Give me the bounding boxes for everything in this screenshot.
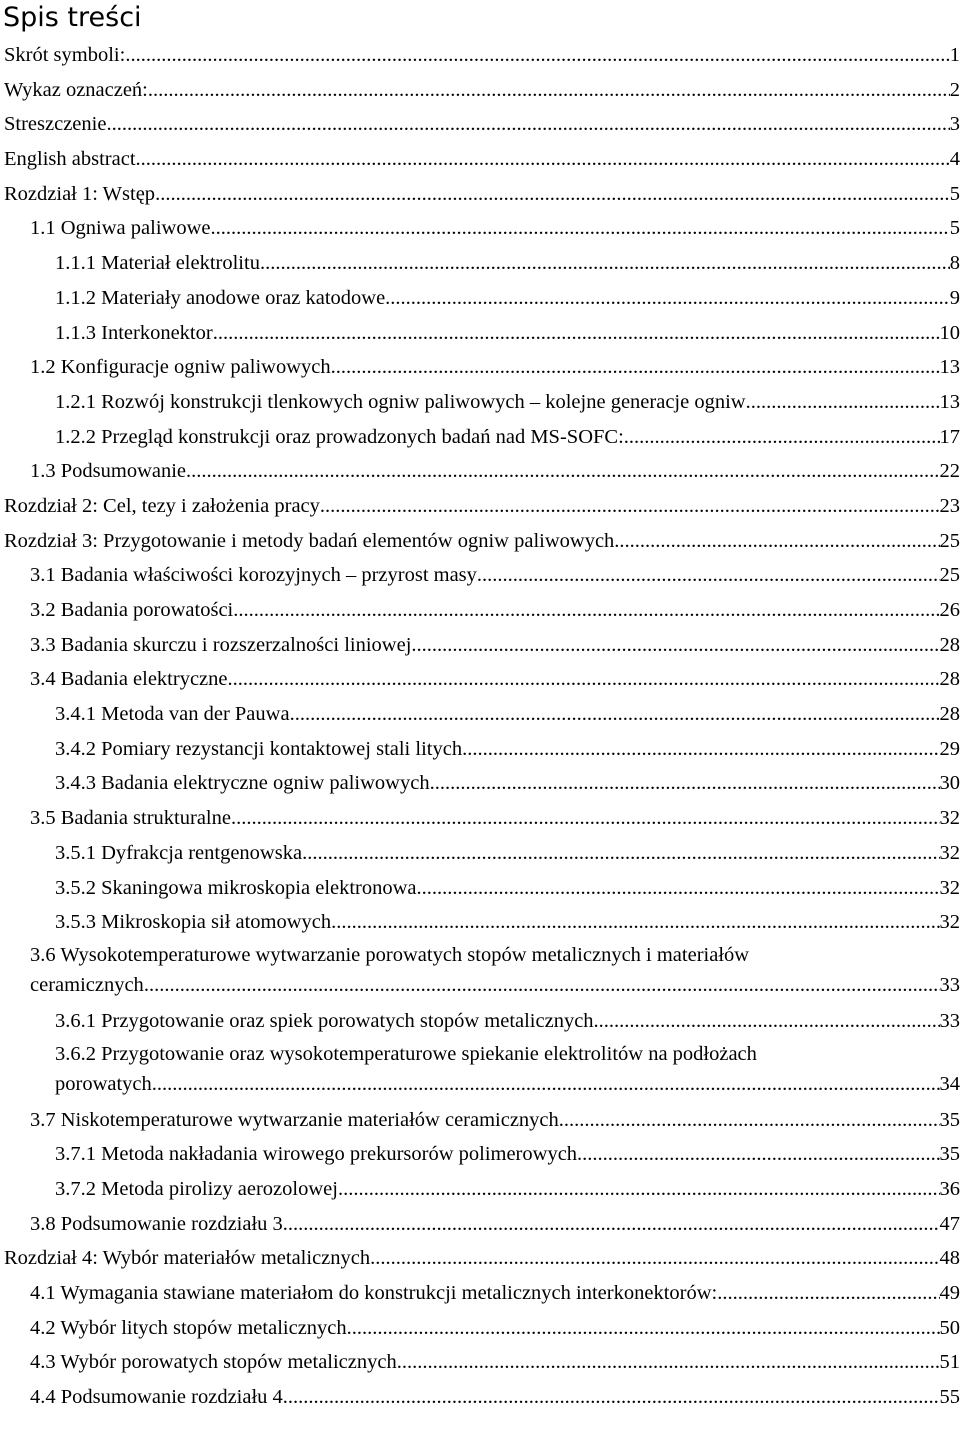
toc-page-number: 22 [939, 460, 960, 483]
toc-entry[interactable] [4, 73, 960, 108]
toc-entry[interactable] [55, 1004, 960, 1039]
toc-entry[interactable] [30, 593, 960, 628]
toc-page-number: 25 [939, 564, 960, 587]
toc-page-number: 35 [939, 1143, 960, 1166]
toc-page-number: 51 [939, 1351, 960, 1374]
toc-leader-dots [231, 801, 940, 836]
toc-entry[interactable] [30, 454, 960, 489]
toc-entry-label: 4.2 Wybór litych stopów metalicznych [30, 1316, 347, 1339]
toc-page-number: 50 [939, 1316, 960, 1339]
toc-entry-label: 3.5.1 Dyfrakcja rentgenowska [55, 841, 303, 864]
toc-entry[interactable] [4, 489, 960, 524]
toc-entry[interactable] [4, 177, 960, 212]
toc-page-number: 17 [939, 425, 960, 448]
table-of-contents [0, 38, 960, 1415]
toc-page-number: 13 [939, 390, 960, 413]
toc-page-number: 28 [939, 703, 960, 726]
toc-entry-label: 1.3 Podsumowanie [30, 460, 187, 483]
toc-entry[interactable] [55, 1137, 960, 1172]
toc-leader-dots [233, 593, 939, 628]
toc-leader-dots [477, 558, 940, 593]
toc-page-number: 26 [939, 599, 960, 621]
toc-leader-dots [320, 489, 940, 524]
toc-entry[interactable] [30, 801, 960, 836]
toc-page-number: 36 [939, 1177, 960, 1200]
toc-leader-dots [290, 697, 940, 732]
toc-entry[interactable] [30, 1207, 960, 1242]
toc-entry[interactable] [30, 1380, 960, 1415]
toc-entry[interactable] [30, 558, 960, 593]
toc-entry[interactable] [55, 281, 960, 316]
toc-entry-label: 3.4.2 Pomiary rezystancji kontaktowej stali litych [55, 737, 463, 760]
toc-leader-dots [370, 1241, 939, 1276]
toc-leader-dots [430, 766, 940, 801]
toc-leader-dots [594, 1004, 940, 1039]
toc-entry-label: 3.6 Wysokotemperaturowe wytwarzanie porowatych stopów metalicznych i materiałów [30, 943, 750, 966]
toc-page-number: 13 [939, 356, 960, 379]
toc-entry[interactable] [30, 1311, 960, 1346]
toc-entry[interactable] [55, 420, 960, 455]
toc-entry[interactable] [30, 1345, 960, 1380]
toc-entry-label: English abstract [4, 148, 136, 171]
toc-leader-dots [331, 905, 939, 940]
toc-leader-dots [385, 281, 950, 316]
toc-entry-label: 4.4 Podsumowanie rozdziału 4 [30, 1386, 283, 1409]
toc-entry-label: 3.7 Niskotemperaturowe wytwarzanie materiałów ceramicznych [30, 1108, 559, 1131]
toc-leader-dots [717, 1276, 939, 1311]
toc-page-number: 32 [939, 841, 960, 864]
toc-entry-label: 4.3 Wybór porowatych stopów metalicznych [30, 1351, 397, 1374]
toc-entry[interactable] [30, 1103, 960, 1138]
toc-page-number: 4 [949, 148, 960, 171]
toc-page-number: 28 [939, 668, 960, 691]
toc-entry[interactable] [4, 38, 960, 73]
toc-entry-label: 3.1 Badania właściwości korozyjnych – przyrost masy [30, 564, 477, 587]
toc-page-number: 10 [939, 321, 960, 344]
toc-entry-label: 3.5.3 Mikroskopia sił atomowych [55, 911, 332, 934]
toc-page-number: 5 [949, 182, 960, 205]
toc-entry[interactable] [55, 385, 960, 420]
toc-page-number: 49 [939, 1282, 960, 1304]
toc-entry[interactable] [55, 836, 960, 871]
toc-leader-dots [283, 1380, 940, 1415]
toc-leader-dots [136, 142, 950, 177]
toc-leader-dots [746, 385, 940, 420]
toc-leader-dots [186, 454, 939, 489]
toc-leader-dots [228, 662, 940, 697]
toc-page-number: 30 [939, 772, 960, 795]
toc-entry[interactable] [30, 211, 960, 246]
toc-leader-dots [152, 1069, 940, 1099]
toc-entry[interactable] [55, 1039, 960, 1103]
toc-entry-label: 3.4 Badania elektryczne [30, 668, 228, 691]
toc-page-number: 48 [939, 1247, 960, 1270]
toc-entry-label: Skrót symboli: [4, 44, 126, 66]
toc-entry-label: 1.2.2 Przegląd konstrukcji oraz prowadzonych badań nad MS-SOFC: [55, 425, 624, 448]
toc-leader-dots [213, 316, 940, 351]
toc-entry[interactable] [30, 628, 960, 663]
toc-page-number: 55 [939, 1386, 960, 1409]
toc-entry-label: 3.4.1 Metoda van der Pauwa [55, 703, 290, 726]
toc-page-number: 23 [939, 494, 960, 517]
toc-page-number: 47 [939, 1212, 960, 1235]
toc-leader-dots [624, 420, 940, 455]
toc-leader-dots [462, 732, 939, 767]
toc-entry-label: 1.2 Konfiguracje ogniw paliwowych [30, 356, 331, 379]
toc-leader-dots [302, 836, 939, 871]
toc-entry-label: 1.1.1 Materiał elektrolitu [55, 252, 260, 275]
toc-leader-dots [283, 1207, 940, 1242]
toc-entry-label: 3.5 Badania strukturalne [30, 807, 231, 830]
toc-page-number: 32 [939, 807, 960, 830]
toc-entry-label: 3.2 Badania porowatości [30, 599, 234, 621]
toc-leader-dots [559, 1103, 940, 1138]
toc-entry-label: 3.6.1 Przygotowanie oraz spiek porowatych stopów metalicznych [55, 1009, 594, 1032]
toc-leader-dots [397, 1345, 940, 1380]
toc-entry[interactable] [4, 142, 960, 177]
toc-leader-dots [144, 970, 940, 1000]
toc-entry-label: Rozdział 4: Wybór materiałów metalicznych [4, 1247, 371, 1270]
toc-leader-dots [417, 871, 940, 906]
toc-page-number: 34 [939, 1072, 960, 1095]
toc-leader-dots [577, 1137, 939, 1172]
toc-entry-label: 3.5.2 Skaningowa mikroskopia elektronowa [55, 876, 417, 899]
toc-entry-label: 3.3 Badania skurczu i rozszerzalności liniowej [30, 633, 412, 656]
toc-entry[interactable] [4, 524, 960, 559]
toc-entry-label: 1.1.3 Interkonektor [55, 321, 213, 344]
toc-entry[interactable] [55, 871, 960, 906]
toc-entry-label: Wykaz oznaczeń: [4, 78, 148, 101]
toc-entry-label: 1.1.2 Materiały anodowe oraz katodowe [55, 286, 386, 309]
page-title: Spis treści [3, 2, 142, 33]
toc-page-number: 32 [939, 876, 960, 899]
toc-leader-dots [331, 350, 940, 385]
toc-leader-dots [614, 524, 939, 559]
toc-entry-label: 1.2.1 Rozwój konstrukcji tlenkowych ogniw paliwowych – kolejne generacje ogniw [55, 390, 746, 413]
toc-entry[interactable] [30, 350, 960, 385]
toc-entry[interactable] [55, 766, 960, 801]
toc-entry-label: 1.1 Ogniwa paliwowe [30, 217, 211, 240]
toc-entry[interactable] [30, 1276, 960, 1311]
toc-entry[interactable] [30, 940, 960, 1004]
toc-leader-dots [260, 246, 950, 281]
toc-leader-dots [125, 38, 949, 73]
toc-entry-label-continued: porowatych [55, 1072, 152, 1095]
toc-page-number: 33 [939, 973, 960, 996]
toc-entry-label: 3.7.1 Metoda nakładania wirowego prekursorów polimerowych [55, 1143, 578, 1166]
toc-leader-dots [338, 1172, 940, 1207]
toc-entry[interactable] [55, 246, 960, 281]
toc-page-number: 32 [939, 911, 960, 934]
toc-leader-dots [106, 107, 949, 142]
toc-page-number: 3 [949, 113, 960, 136]
toc-entry[interactable] [4, 1241, 960, 1276]
toc-leader-dots [347, 1311, 940, 1346]
toc-leader-dots [155, 177, 950, 212]
toc-leader-dots [148, 73, 950, 108]
toc-page-number: 5 [949, 217, 960, 240]
toc-leader-dots [411, 628, 939, 663]
toc-entry[interactable] [55, 316, 960, 351]
toc-page-number: 33 [939, 1009, 960, 1032]
toc-page-number: 35 [939, 1108, 960, 1131]
toc-entry[interactable] [55, 905, 960, 940]
toc-entry-label: 3.6.2 Przygotowanie oraz wysokotemperaturowe spiekanie elektrolitów na podłożach [55, 1042, 757, 1065]
toc-entry-label: 3.7.2 Metoda pirolizy aerozolowej [55, 1177, 338, 1200]
toc-page-number: 9 [949, 286, 960, 309]
toc-entry[interactable] [4, 107, 960, 142]
toc-entry-label: Streszczenie [4, 113, 107, 136]
toc-leader-dots [210, 211, 949, 246]
toc-entry-label: Rozdział 3: Przygotowanie i metody badań elementów ogniw paliwowych [4, 529, 615, 552]
toc-page-number: 28 [939, 633, 960, 656]
toc-page-number: 25 [939, 529, 960, 552]
toc-entry[interactable] [30, 662, 960, 697]
toc-entry-label: 3.8 Podsumowanie rozdziału 3 [30, 1212, 283, 1235]
toc-entry-label-continued: ceramicznych [30, 973, 144, 996]
toc-entry-label: 4.1 Wymagania stawiane materiałom do konstrukcji metalicznych interkonektorów: [30, 1282, 718, 1304]
toc-entry-label: 3.4.3 Badania elektryczne ogniw paliwowych [55, 772, 430, 795]
toc-page-number: 8 [949, 252, 960, 275]
toc-entry-label: Rozdział 1: Wstęp [4, 182, 156, 205]
toc-entry[interactable] [55, 697, 960, 732]
toc-page-number: 1 [949, 44, 960, 66]
toc-entry[interactable] [55, 732, 960, 767]
toc-entry[interactable] [55, 1172, 960, 1207]
toc-page-number: 2 [949, 78, 960, 101]
toc-page-number: 29 [939, 737, 960, 760]
toc-entry-label: Rozdział 2: Cel, tezy i założenia pracy [4, 494, 320, 517]
